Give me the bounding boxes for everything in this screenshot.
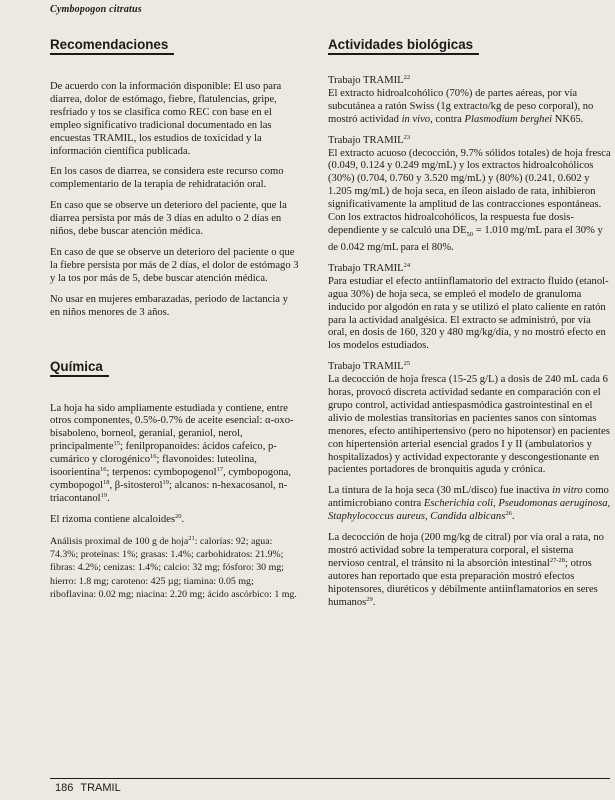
running-head: Cymbopogon citratus — [50, 4, 142, 15]
trabajo-22: Trabajo TRAMIL$^{22}$ El extracto hidroalcohólico (70%) de partes aéreas, por vía subcutánea a ratón Swiss (1g extracto/kg de peso corporal), no mostró actividad in vivo, contra Plasmodium berghei NK65. — [328, 74, 594, 125]
quimica-heading: Química — [50, 358, 109, 377]
citation: 23 — [403, 133, 411, 141]
citation: 26 — [505, 510, 512, 518]
tintura-paragraph: La tintura de la hoja seca (30 mL/disco) fue inactiva in vitro como antimicrobiano contra Escherichia coli, Pseudomonas aeruginosa, Staphylococcus aureus, Candida albicans$^{26}$. — [328, 485, 611, 523]
recomendaciones-paragraph: De acuerdo con la información disponible: El uso para diarrea, dolor de estómago, fiebre, flatulencias, gripe, resfriado y tos se clasifica como REC con base en el empleo significativo tradicional documentado en las encuestas TRAMIL, los estudios de toxicidad y la información científica publicada. — [50, 81, 282, 157]
left-column — [50, 36, 300, 610]
citation: 20 — [175, 512, 182, 520]
citation: 25 — [403, 360, 411, 368]
trabajo-24: Trabajo TRAMIL$^{24}$ Para estudiar el efecto antiinflamatorio del extracto fluido (etanol-agua 30%) de hoja seca, se empleó el modelo de granuloma inducido por algodón en rata y se utilizó el plato caliente en ratón para la actividad analgésica. El extracto se administró, por vía oral, en dosis de 160, 320 y 480 mg/kg/día, y no mostró efecto en los modelos estudiados. — [328, 261, 609, 352]
proximal-analysis: Análisis proximal de 100 g de hoja$^{21}$: calorías: 92; agua: 74.3%; proteínas: 1%; grasas: 1.4%; carbohidratos: 21.9%; fibras: 4.2%; cenizas: 1.4%; calcio: 32 mg; fósforo: 30 mg; hierro: 1.8 mg; caroteno: 425 µg; tiamina: 0.05 mg; riboflavina: 0.02 mg; niacina: 2.20 mg; ácido ascórbico: 1 mg. — [50, 534, 297, 601]
citation: 15 — [113, 440, 121, 448]
quimica-paragraph-leaf: La hoja ha sido ampliamente estudiada y contiene, entre otros componentes, 0.5%-0.7% de aceite esencial: α-oxo-bisaboleno, borneol, geranial, geraniol, nerol, principalmente$^{15}$; fenilpropanoides: ácidos cafeico, p-cumárico y clorogénico$^{16}$; flavonoides: luteolina, isoorientina$^{16}$; terpenos: cymbopogenol$^{17}$, cymbopogona, cymbopogol$^{18}$, β-sitosterol$^{19}$; alcanos: n-hexacosanol, n-triacontanol$^{19}$. — [50, 402, 294, 504]
trabajo-23: Trabajo TRAMIL$^{23}$ El extracto acuoso (decocción, 9.7% sólidos totales) de hoja fresca (0.049, 0.124 y 0.249 mg/mL) y los extractos hidroalcohólicos (30%) (0.704, 0.760 y 3.520 mg/mL) y (80%) (0.241, 0.602 y 1.205 mg/mL) de hoja seca, en íleon aislado de rata, inhibieron significativamente la amplitud de las contracciones espontáneas. Con los extractos hidroalcohólicos, la respuesta fue dosis-dependiente y se calculó una $DE_{50} = 1.010$ mg/mL para el 30% y de 0.042 mg/mL para el 80%. — [328, 133, 611, 253]
page-footer — [55, 782, 128, 794]
citation: 16 — [100, 466, 107, 474]
citation: 29 — [366, 595, 373, 603]
recomendaciones-paragraph: En caso que se observe un deterioro del paciente, que la diarrea persista por más de 3 días en adulto o 2 días en niños, debe buscar atención médica. — [50, 200, 287, 238]
citation: 18 — [102, 478, 110, 486]
footer-rule — [50, 778, 610, 779]
page-number: 186 — [55, 782, 74, 794]
citation: 19 — [100, 491, 108, 499]
citation: 21 — [188, 534, 195, 542]
recomendaciones-heading: Recomendaciones — [50, 36, 174, 55]
footer-label: TRAMIL — [80, 782, 121, 794]
actividades-heading: Actividades biológicas — [328, 36, 479, 55]
recomendaciones-paragraph: En caso de que se observe un deterioro del paciente o que la fiebre persista por más de 2 días, el dolor de estómago 3 y la tos por más de 5, debe buscar atención médica. — [50, 246, 299, 284]
recomendaciones-paragraph: No usar en mujeres embarazadas, periodo de lactancia y en niños menores de 3 años. — [50, 293, 288, 318]
citation: 19 — [162, 478, 170, 486]
right-column — [328, 36, 612, 618]
decoccion-paragraph: La decocción de hoja (200 mg/kg de citral) por vía oral a rata, no mostró actividad sobre la temperatura corporal, el sistema nervioso central, el tránsito ni la absorción intestinal$^{27-28}$; otros autores han reportado que esta preparación mostró efectos hipotensores, diuréticos y débilmente antiinflamatorios en seres humanos$^{29}$. — [328, 532, 604, 608]
recomendaciones-paragraph: En los casos de diarrea, se considera este recurso como complementario de la terapia de rehidratación oral. — [50, 166, 284, 191]
citation: 16 — [150, 453, 157, 461]
citation: 22 — [403, 74, 411, 81]
quimica-paragraph-rhizome: El rizoma contiene alcaloides$^{20}$. — [50, 512, 185, 525]
trabajo-25: Trabajo TRAMIL$^{25}$ La decocción de hoja fresca (15-25 g/L) a dosis de 240 mL cada 6 horas, provocó discreta actividad sedante en comparación con el grupo control, actividad antiespasmódica gastrointestinal en el alivio de molestias transitorias en pacientes sanos con síntomas menores, efecto antihipertensivo (pero no hipotensor) en pacientes con hipertensión arterial esencial grados I y II (ambulatorios y hospitalizados) y actividad expectorante y descongestionante en pacientes portadores de bronquitis aguda y crónica. — [328, 360, 610, 476]
citation: 27-28 — [549, 556, 565, 564]
citation: 24 — [403, 261, 411, 269]
citation: 17 — [216, 466, 224, 474]
